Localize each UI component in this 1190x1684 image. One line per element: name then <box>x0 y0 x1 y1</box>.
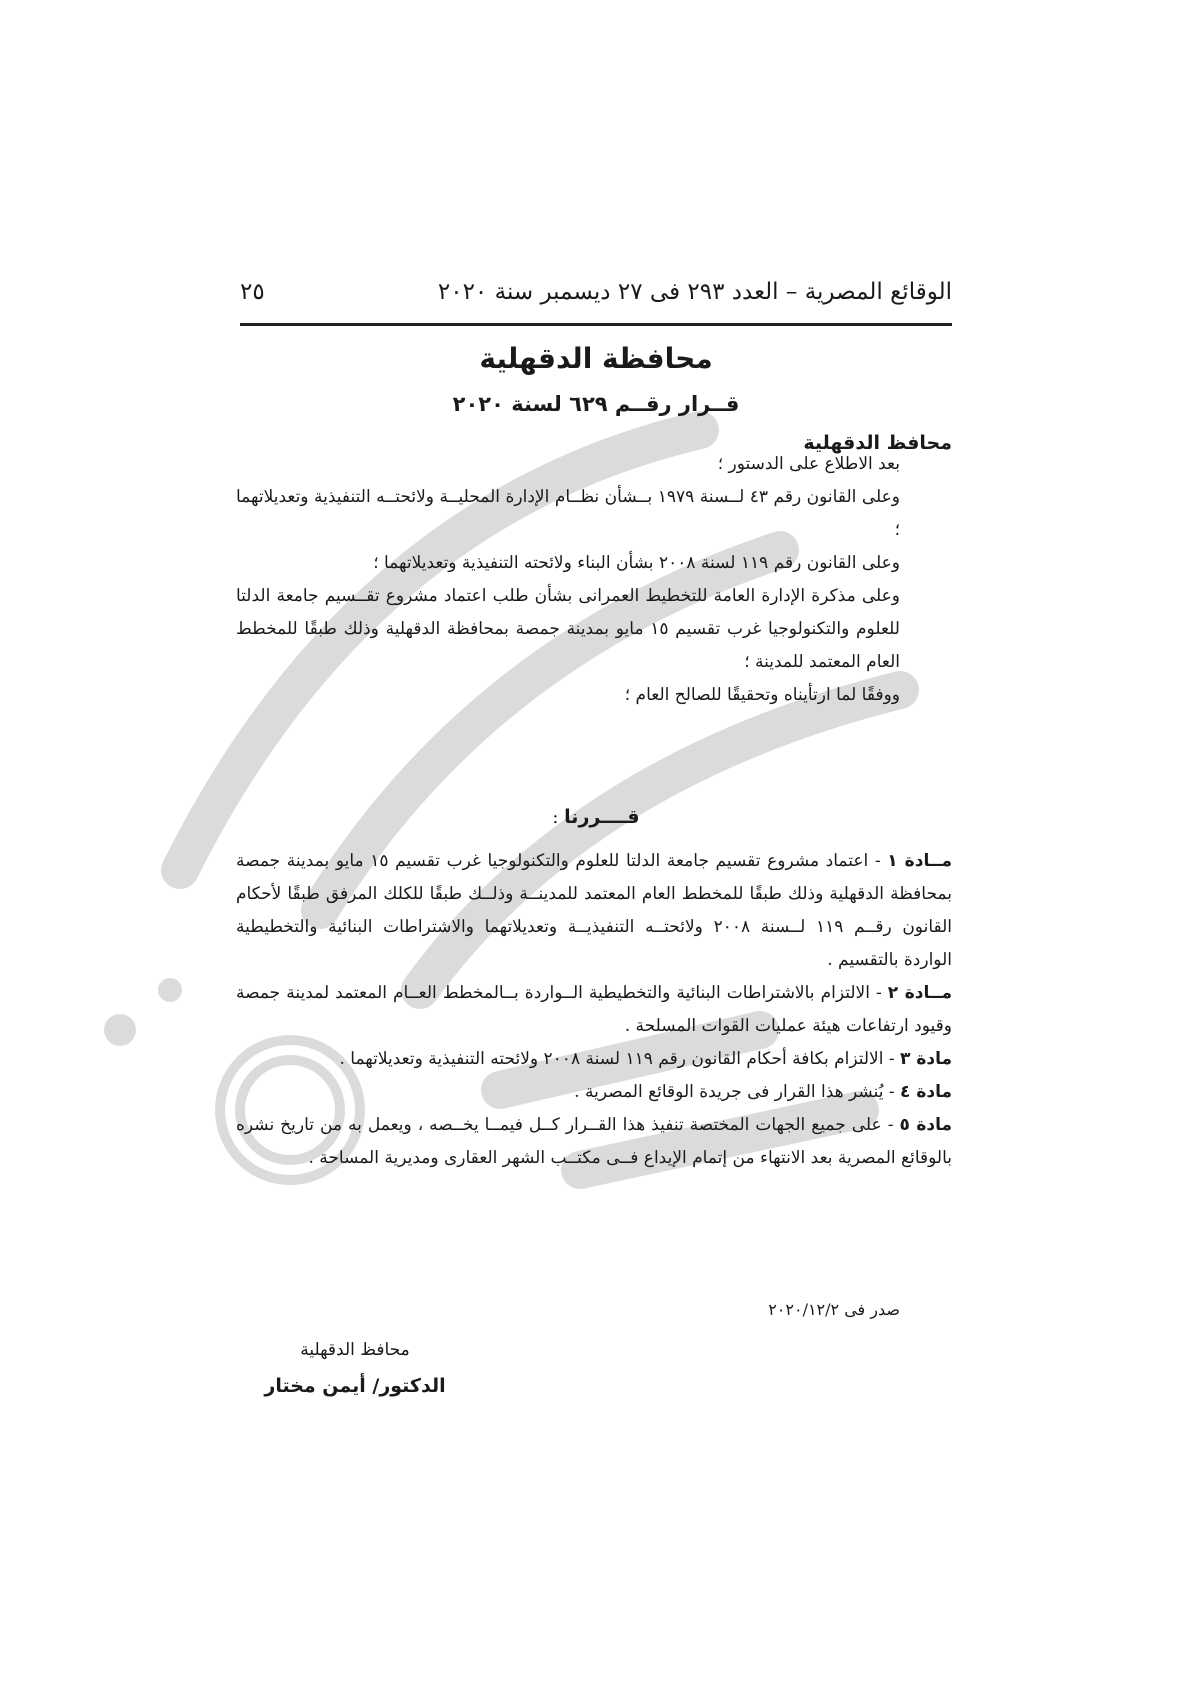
resolved-heading <box>240 806 952 828</box>
issued-date: صدر فى ٢٠٢٠/١٢/٢ <box>768 1300 900 1319</box>
article-text: - يُنشر هذا القرار فى جريدة الوقائع المصرية . <box>574 1082 901 1102</box>
article-label: مــادة ٢ <box>887 983 952 1003</box>
decree-heading: قــرار رقــم ٦٢٩ لسنة ٢٠٢٠ <box>452 392 740 416</box>
governorate-heading: محافظة الدقهلية <box>479 342 713 375</box>
preamble-line: بعد الاطلاع على الدستور ؛ <box>717 454 900 474</box>
preamble-line: وعلى مذكرة الإدارة العامة للتخطيط العمرانى بشأن طلب اعتماد مشروع تقــسيم جامعة الدلتا للعلوم والتكنولوجيا غرب تقسيم ١٥ مايو بمدينة جمصة بمحافظة الدقهلية وذلك طبقًا للمخطط العام المعتمد للمدينة ؛ <box>236 586 900 672</box>
articles <box>236 845 952 1175</box>
article-text: - اعتماد مشروع تقسيم جامعة الدلتا للعلوم والتكنولوجيا غرب تقسيم ١٥ مايو بمدينة جمصة بمحافظة الدقهلية وذلك طبقًا للمخطط العام المعتمد للمدينــة وذلــك طبقًا للكلك المرفق طبقًا لأحكام القانون رقــم ١١٩ لــسنة ٢٠٠٨ ولائحتــه التنفيذيــة وتعديلاتهما والاشتراطات البنائية والتخطيطية الواردة بالتقسيم . <box>236 851 953 970</box>
signature-block <box>240 1333 470 1405</box>
preamble-line: وعلى القانون رقم ٤٣ لــسنة ١٩٧٩ بــشأن نظــام الإدارة المحليــة ولائحتــه التنفيذية وتعديلاتهما ؛ <box>236 487 900 540</box>
article-text: - على جميع الجهات المختصة تنفيذ هذا القــرار كــل فيمــا يخــصه ، ويعمل به من تاريخ نشره بالوقائع المصرية بعد الانتهاء من إتمام الإيداع فــى مكتــب الشهر العقارى ومديرية المساحة . <box>236 1115 952 1168</box>
signature-title: محافظ الدقهلية <box>300 1340 410 1360</box>
article <box>236 977 952 1043</box>
article <box>236 845 952 977</box>
article <box>236 1109 952 1175</box>
signature-name: الدكتور/ أيمن مختار <box>264 1375 446 1397</box>
resolved-suffix: : <box>552 807 565 828</box>
header-divider <box>240 323 952 326</box>
page-header <box>240 272 952 312</box>
resolved-label: قــــررنا <box>564 806 640 828</box>
article <box>236 1076 952 1109</box>
article-label: مادة ٣ <box>900 1049 952 1069</box>
preamble-line: ووفقًا لما ارتأيناه وتحقيقًا للصالح العام ؛ <box>624 685 900 705</box>
article-label: مــادة ١ <box>887 851 952 871</box>
preamble <box>236 448 952 712</box>
issuer-line: محافظ الدقهلية <box>803 432 952 454</box>
article-label: مادة ٤ <box>900 1082 952 1102</box>
article-text: - الالتزام بكافة أحكام القانون رقم ١١٩ لسنة ٢٠٠٨ ولائحته التنفيذية وتعديلاتهما . <box>339 1049 901 1069</box>
header-title: الوقائع المصرية – العدد ٢٩٣ فى ٢٧ ديسمبر سنة ٢٠٢٠ <box>437 279 952 305</box>
preamble-line: وعلى القانون رقم ١١٩ لسنة ٢٠٠٨ بشأن البناء ولائحته التنفيذية وتعديلاتهما ؛ <box>373 553 900 573</box>
article-text: - الالتزام بالاشتراطات البنائية والتخطيطية الــواردة بــالمخطط العــام المعتمد لمدينة جمصة وقيود ارتفاعات هيئة عمليات القوات المسلحة . <box>236 983 952 1036</box>
article <box>236 1043 952 1076</box>
article-label: مادة ٥ <box>899 1115 953 1135</box>
page-number: ٢٥ <box>240 279 265 305</box>
